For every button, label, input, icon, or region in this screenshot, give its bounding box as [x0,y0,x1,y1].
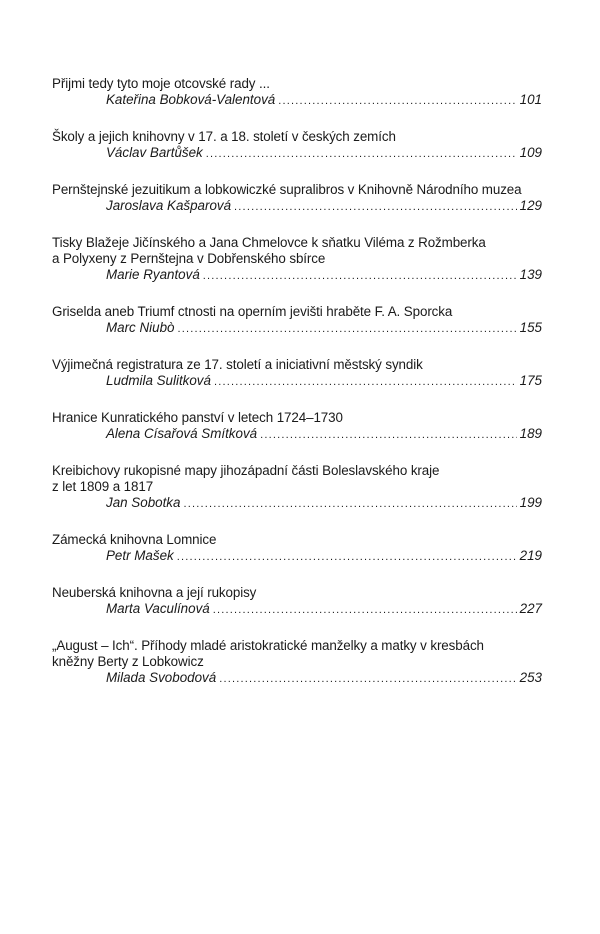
dot-leader [214,374,517,390]
entry-title-line: Výjimečná registratura ze 17. století a iniciativní městský syndik [52,357,423,372]
toc-entry [52,304,542,337]
entry-author: Kateřina Bobková-Valentová [106,92,276,107]
entry-title-line: Školy a jejich knihovny v 17. a 18. století v českých zemích [52,129,396,144]
entry-page-number: 175 [519,373,542,388]
entry-page-number: 101 [519,92,542,107]
toc-entry [52,585,542,618]
entry-author-line [52,601,542,618]
entry-title-line: Přijmi tedy tyto moje otcovské rady ... [52,76,270,91]
toc-list [52,76,542,687]
entry-author-line [52,267,542,284]
entry-author: Marta Vaculínová [106,601,210,616]
dot-leader [278,93,516,109]
toc-entry [52,182,542,215]
dot-leader [183,496,516,512]
entry-title [52,235,542,267]
toc-entry [52,638,542,687]
entry-author: Alena Císařová Smítková [106,426,258,441]
toc-entry [52,410,542,443]
entry-title [52,410,542,426]
entry-title [52,76,542,92]
entry-author-line [52,670,542,687]
dot-leader [177,321,516,337]
dot-leader [234,199,517,215]
toc-entry [52,235,542,284]
entry-author: Ludmila Sulitková [106,373,211,388]
toc-entry [52,532,542,565]
entry-page-number: 109 [519,145,542,160]
entry-author-line [52,92,542,109]
entry-title-line: Neuberská knihovna a její rukopisy [52,585,257,600]
entry-author: Jan Sobotka [106,495,181,510]
entry-page-number: 189 [519,426,542,441]
entry-author: Milada Svobodová [106,670,217,685]
dot-leader [177,549,517,565]
toc-entry [52,76,542,109]
entry-author: Petr Mašek [106,548,174,563]
entry-author: Jaroslava Kašparová [106,198,232,213]
entry-title [52,463,542,495]
dot-leader [213,602,517,618]
entry-title-line: z let 1809 a 1817 [52,479,154,494]
entry-page-number: 155 [519,320,542,335]
entry-author-line [52,495,542,512]
entry-page-number: 227 [519,601,542,616]
entry-title [52,638,542,670]
entry-title-line: Zámecká knihovna Lomnice [52,532,217,547]
entry-title-line: Griselda aneb Triumf ctnosti na operním jevišti hraběte F. A. Sporcka [52,304,453,319]
entry-page-number: 139 [519,267,542,282]
entry-title [52,304,542,320]
entry-title-line: Hranice Kunratického panství v letech 1724–1730 [52,410,343,425]
dot-leader [206,146,517,162]
entry-title [52,182,542,198]
entry-title-line: Kreibichovy rukopisné mapy jihozápadní části Boleslavského kraje [52,463,440,478]
entry-author-line [52,373,542,390]
entry-title [52,129,542,145]
entry-page-number: 253 [519,670,542,685]
toc-entry [52,463,542,512]
toc-entry [52,357,542,390]
entry-page-number: 219 [519,548,542,563]
entry-author-line [52,426,542,443]
entry-author-line [52,320,542,337]
entry-title-line: Pernštejnské jezuitikum a lobkowiczké supralibros v Knihovně Národního muzea [52,182,522,197]
dot-leader [260,427,517,443]
dot-leader [219,671,516,687]
entry-title [52,357,542,373]
entry-author-line [52,198,542,215]
dot-leader [203,268,517,284]
entry-author: Václav Bartůšek [106,145,203,160]
entry-page-number: 129 [519,198,542,213]
entry-author-line [52,548,542,565]
entry-page-number: 199 [519,495,542,510]
entry-title-line: „August – Ich“. Příhody mladé aristokratické manželky a matky v kresbách [52,638,484,653]
entry-title-line: kněžny Berty z Lobkowicz [52,654,204,669]
toc-entry [52,129,542,162]
entry-title-line: a Polyxeny z Pernštejna v Dobřenského sbírce [52,251,326,266]
entry-title [52,585,542,601]
entry-author-line [52,145,542,162]
entry-author: Marie Ryantová [106,267,200,282]
entry-author: Marc Niubò [106,320,175,335]
entry-title-line: Tisky Blažeje Jičínského a Jana Chmelovce k sňatku Viléma z Rožmberka [52,235,486,250]
entry-title [52,532,542,548]
